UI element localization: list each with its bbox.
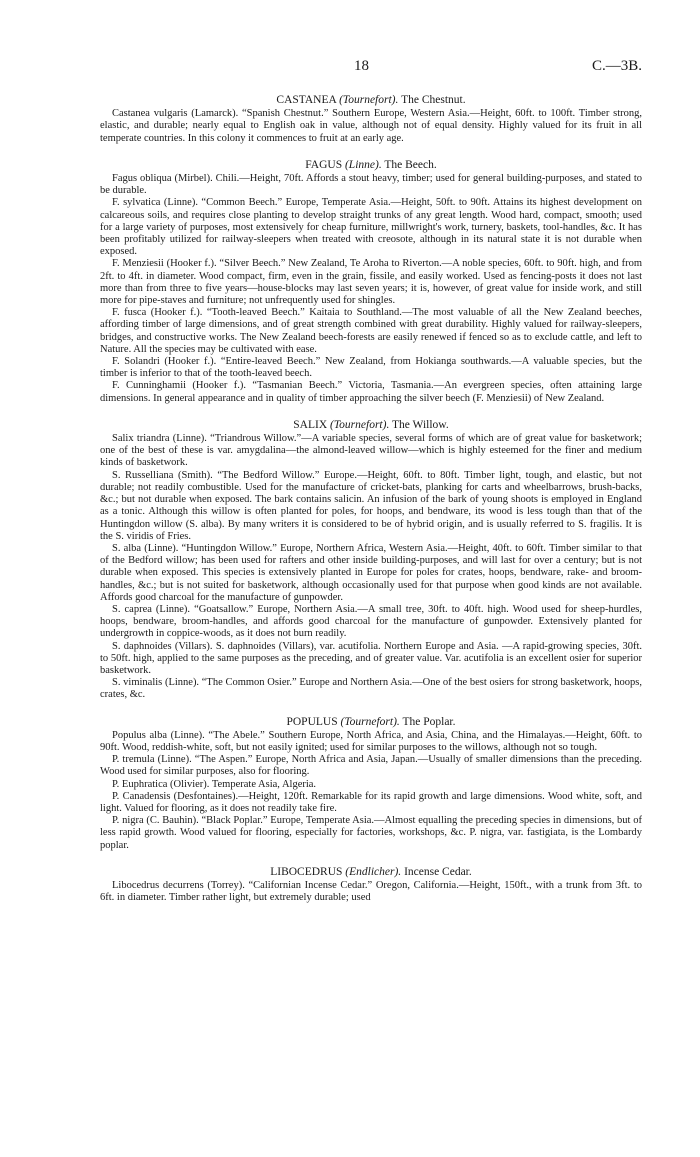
species-entry: Libocedrus decurrens (Torrey). “Californian Incense Cedar.” Oregon, California.—Height, 150ft., with a trunk from 3ft. to 6ft. in diameter. Timber rather light, but extremely durable; used <box>100 879 642 904</box>
species-entry: P. Euphratica (Olivier). Temperate Asia, Algeria. <box>112 778 317 790</box>
section-heading-libocedrus <box>100 866 642 878</box>
genus-name: LIBOCEDRUS <box>270 865 343 878</box>
page-number: 18 <box>354 58 369 74</box>
common-name: The Beech. <box>384 158 437 171</box>
section-heading-fagus <box>100 159 642 171</box>
document-body <box>100 92 642 904</box>
species-entry: S. viminalis (Linne). “The Common Osier.” Europe and Northern Asia.—One of the best osiers for strong basketwork, hoops, crates, &c. <box>100 677 642 701</box>
species-entry: S. alba (Linne). “Huntingdon Willow.” Europe, Northern Africa, Western Asia.—Height, 40ft. to 60ft. Timber similar to that of the Bedford willow; has been used for rafters and other inside building-purposes, and will last for over a century; but is not durable when exposed. This species is extensively planted in Europe for poles for crates, hoops, bendware, rake- and broom-handles, &c.; but is not suited for basketwork, although occasionally used for that purpose when good kinds are not available. Affords good charcoal for the manufacture of gunpowder. <box>100 542 642 603</box>
genus-name: SALIX <box>293 418 328 431</box>
document-reference: C.—3B. <box>591 58 642 74</box>
species-entry: F. fusca (Hooker f.). “Tooth-leaved Beech.” Kaitaia to Southland.—The most valuable of all the New Zealand beeches, affording timber of large dimensions, and of great strength combined with great durability. Highly valued for railway-sleepers, bridges, and constructive works. The New Zealand beech-forests are easily renewed if fenced so as to exclude cattle, and left to Nature. All the species may be cultivated with ease. <box>100 307 642 355</box>
section-heading-populus <box>100 716 642 728</box>
species-entry: Salix triandra (Linne). “Triandrous Willow.”—A variable species, several forms of which are of great value for basketwork; one of the best of these is var. amygdalina—the almond-leaved willow—which is highly esteemed for the finer and medium kinds of basketwork. <box>100 433 642 469</box>
species-entry: F. sylvatica (Linne). “Common Beech.” Europe, Temperate Asia.—Height, 50ft. to 90ft. Attains its highest development on calcareous soils, and requires close planting to develop straight trunks of any great length. Wood hard, compact, smooth; used for a large variety of purposes, most extensively for cheap furniture, millwright's work, turnery, baskets, tool-handles, &c. It has been profitably utilized for railway-sleepers when treated with creosote, although in its natural state it is not durable when exposed. <box>100 197 642 258</box>
genus-name: POPULUS <box>286 715 338 728</box>
common-name: The Poplar. <box>402 715 456 728</box>
species-entry: S. daphnoides (Villars). S. daphnoides (Villars), var. acutifolia. Northern Europe and Asia. —A rapid-growing species, 30ft. to 50ft. high, applied to the same purposes as the preceding, and of greater value. Var. acutifolia is an excellent osier for superior basketwork. <box>100 640 642 676</box>
species-entry: Populus alba (Linne). “The Abele.” Southern Europe, North Africa, and Asia, China, and the Himalayas.—Height, 60ft. to 90ft. Wood, reddish-white, soft, but not easily ignited; used for similar purposes to the willows, although not so tough. <box>100 729 642 753</box>
species-entry: F. Solandri (Hooker f.). “Entire-leaved Beech.” New Zealand, from Hokianga southwards.—A valuable species, but the timber is inferior to that of the tooth-leaved beech. <box>100 356 642 380</box>
species-entry: F. Menziesii (Hooker f.). “Silver Beech.” New Zealand, Te Aroha to Riverton.—A noble species, 60ft. to 90ft. high, and from 2ft. to 4ft. in diameter. Wood compact, firm, even in the grain, fissile, and easily worked. Used as fencing-posts it does not last more than from three to five years—house-blocks may last seven years; it is, however, of great value for inside work, and still more for pipe-staves and furniture; not unfrequently used for shingles. <box>100 258 642 307</box>
common-name: The Willow. <box>392 418 449 431</box>
species-entry: P. tremula (Linne). “The Aspen.” Europe, North Africa and Asia, Japan.—Usually of smaller dimensions than the preceding. Wood used for similar purposes, also for flooring. <box>100 754 642 778</box>
page-header <box>100 58 642 82</box>
genus-authority: (Tournefort). <box>340 715 400 728</box>
genus-authority: (Endlicher). <box>345 865 402 878</box>
section-heading-salix <box>100 419 642 431</box>
species-entry: Fagus obliqua (Mirbel). Chili.—Height, 70ft. Affords a stout heavy, timber; used for general building-purposes, and stated to be durable. <box>100 173 642 197</box>
genus-name: CASTANEA <box>276 94 337 106</box>
genus-name: FAGUS <box>305 158 343 171</box>
species-entry: P. Canadensis (Desfontaines).—Height, 120ft. Remarkable for its rapid growth and large dimensions. Wood white, soft, and light. Valued for flooring, as it does not readily take fire. <box>100 790 642 814</box>
species-entry: P. nigra (C. Bauhin). “Black Poplar.” Europe, Temperate Asia.—Almost equalling the preceding species in dimensions, but of less rapid growth. Wood valued for flooring, especially for factories, workshops, &c. P. nigra, var. fastigiata, is the Lombardy poplar. <box>100 815 642 851</box>
common-name: Incense Cedar. <box>404 865 472 878</box>
species-entry: F. Cunninghamii (Hooker f.). “Tasmanian Beech.” Victoria, Tasmania.—An evergreen species, often attaining large dimensions. In general appearance and in quality of timber approaching the silver beech (F. Menziesii) of New Zealand. <box>100 380 642 404</box>
genus-authority: (Linne). <box>344 158 382 171</box>
section-heading-castanea <box>100 94 642 106</box>
species-entry: S. caprea (Linne). “Goatsallow.” Europe, Northern Asia.—A small tree, 30ft. to 40ft. high. Wood used for sheep-hurdles, hoops, bendware, broom-handles, and affords good charcoal for the manufacture of gunpowder. Extensively planted for undergrowth in coppice-woods, as it does not burn readily. <box>100 603 642 640</box>
species-entry: S. Russelliana (Smith). “The Bedford Willow.” Europe.—Height, 60ft. to 80ft. Timber light, tough, and elastic, but not durable; not readily combustible. Used for the manufacture of cricket-bats, planking for carts and wheelbarrows, brush-backs, &c.; but not durable when exposed. The bark contains salicin. An infusion of the bark of young shoots is employed in England as a tonic. Although this willow is often planted for poles, for hoops, and bendware, its wood is less tough than that of the Huntingdon willow (S. alba). By many writers it is considered to be of hybrid origin, and is usually referred to S. fragilis. It is the S. viridis of Fries. <box>100 469 642 542</box>
genus-authority: (Tournefort). <box>330 418 390 431</box>
common-name: The Chestnut. <box>401 94 466 106</box>
species-entry: Castanea vulgaris (Lamarck). “Spanish Chestnut.” Southern Europe, Western Asia.—Height, 60ft. to 100ft. Timber strong, elastic, and durable; nearly equal to English oak in value, although not of equal density. Highly valued for its fruit in all temperate countries. In this colony it commences to fruit at an early age. <box>100 108 642 144</box>
genus-authority: (Tournefort). <box>339 94 399 106</box>
